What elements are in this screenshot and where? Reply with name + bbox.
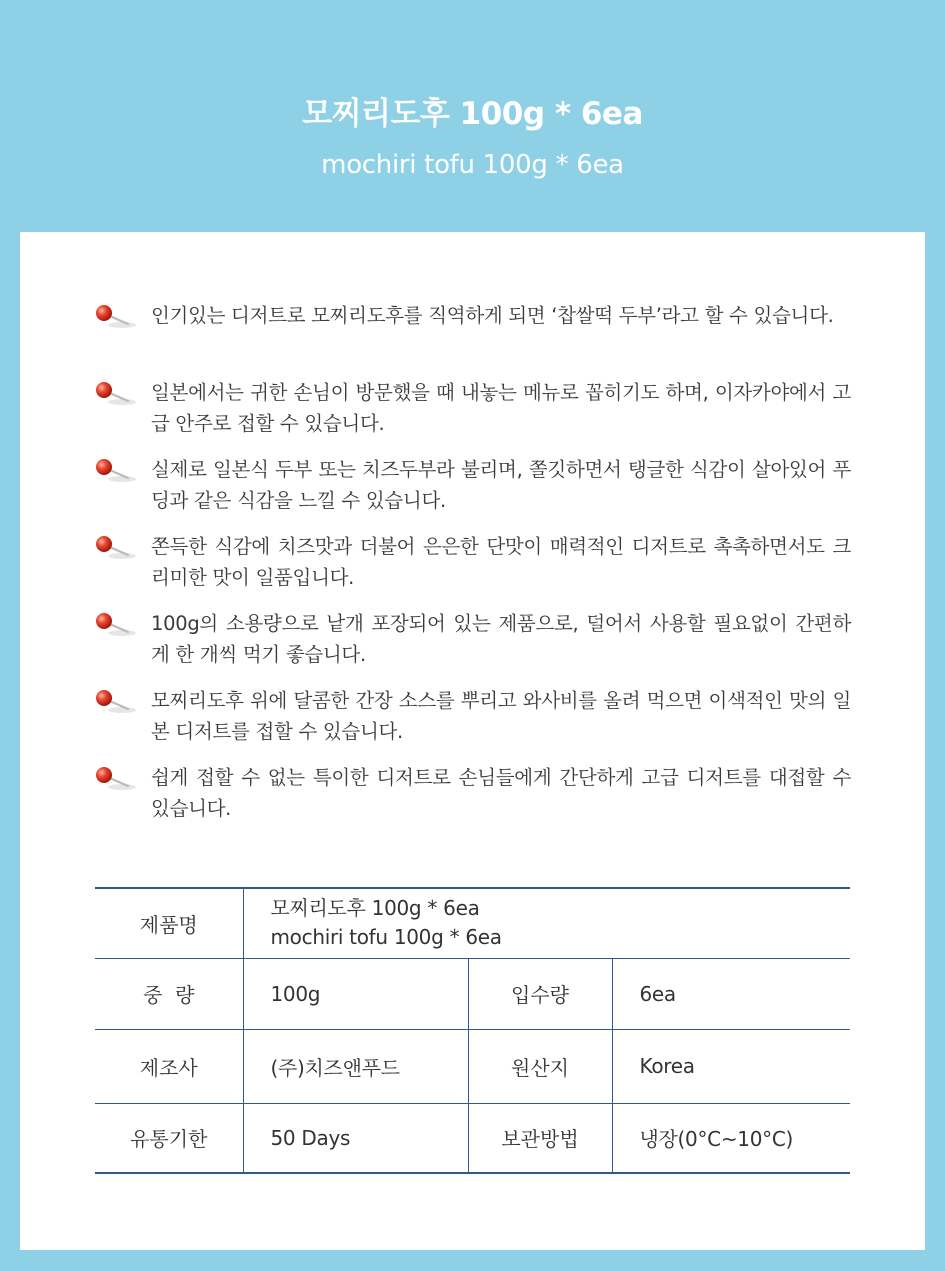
red-pushpin-icon [94, 688, 144, 716]
table-row [95, 888, 850, 958]
weight-label: 중 량 [95, 958, 243, 1029]
red-pushpin-icon [94, 380, 144, 408]
content-card [20, 232, 925, 1250]
maker-label: 제조사 [95, 1029, 243, 1103]
storage-value: 냉장(0°C~10°C) [612, 1103, 850, 1173]
weight-value: 100g [243, 958, 468, 1029]
list-item [20, 377, 925, 454]
product-name-ko: 모찌리도후 100g * 6ea [270, 896, 480, 921]
red-pushpin-icon [94, 457, 144, 485]
product-name-label: 제품명 [95, 888, 243, 958]
origin-value: Korea [612, 1029, 850, 1103]
count-label: 입수량 [468, 958, 612, 1029]
list-item-text: 일본에서는 귀한 손님이 방문했을 때 내놓는 메뉴로 꼽히기도 하며, 이자카야에서 고급 안주로 접할 수 있습니다. [151, 381, 851, 435]
list-item-text: 쫀득한 식감에 치즈맛과 더불어 은은한 단맛이 매력적인 디저트로 촉촉하면서도 크리미한 맛이 일품입니다. [151, 535, 851, 589]
list-item-text: 모찌리도후 위에 달콤한 간장 소스를 뿌리고 와사비를 올려 먹으면 이색적인 맛의 일본 디저트를 접할 수 있습니다. [151, 689, 851, 743]
table-row [95, 958, 850, 1029]
product-spec-table [95, 887, 850, 1174]
page-subtitle: mochiri tofu 100g * 6ea [321, 150, 624, 180]
list-item [20, 608, 925, 685]
list-item-text: 100g의 소용량으로 낱개 포장되어 있는 제품으로, 덜어서 사용할 필요없이 간편하게 한 개씩 먹기 좋습니다. [151, 612, 851, 666]
list-item [20, 454, 925, 531]
list-item [20, 762, 925, 839]
shelf-life-label: 유통기한 [130, 1127, 208, 1152]
red-pushpin-icon [94, 611, 144, 639]
feature-list [20, 300, 925, 839]
product-name-value [243, 888, 850, 958]
list-item [20, 685, 925, 762]
list-item [20, 531, 925, 608]
list-item-text: 쉽게 접할 수 없는 특이한 디저트로 손님들에게 간단하게 고급 디저트를 대접할 수 있습니다. [151, 766, 851, 820]
product-name-en: mochiri tofu 100g * 6ea [270, 925, 502, 950]
count-value: 6ea [612, 958, 850, 1029]
maker-value: (주)치즈앤푸드 [243, 1029, 468, 1103]
table-row [95, 1103, 850, 1173]
red-pushpin-icon [94, 534, 144, 562]
storage-label: 보관방법 [468, 1103, 612, 1173]
origin-label: 원산지 [468, 1029, 612, 1103]
header [0, 0, 945, 232]
list-item-text: 인기있는 디저트로 모찌리도후를 직역하게 되면 ‘찹쌀떡 두부’라고 할 수 있습니다. [151, 304, 834, 327]
shelf-life-value: 50 Days [243, 1103, 468, 1173]
red-pushpin-icon [94, 303, 144, 331]
table-row [95, 1029, 850, 1103]
page-title: 모찌리도후 100g * 6ea [302, 96, 643, 132]
list-item-text: 실제로 일본식 두부 또는 치즈두부라 불리며, 쫄깃하면서 탱글한 식감이 살아있어 푸딩과 같은 식감을 느낄 수 있습니다. [151, 458, 851, 512]
red-pushpin-icon [94, 765, 144, 793]
list-item [20, 300, 925, 377]
